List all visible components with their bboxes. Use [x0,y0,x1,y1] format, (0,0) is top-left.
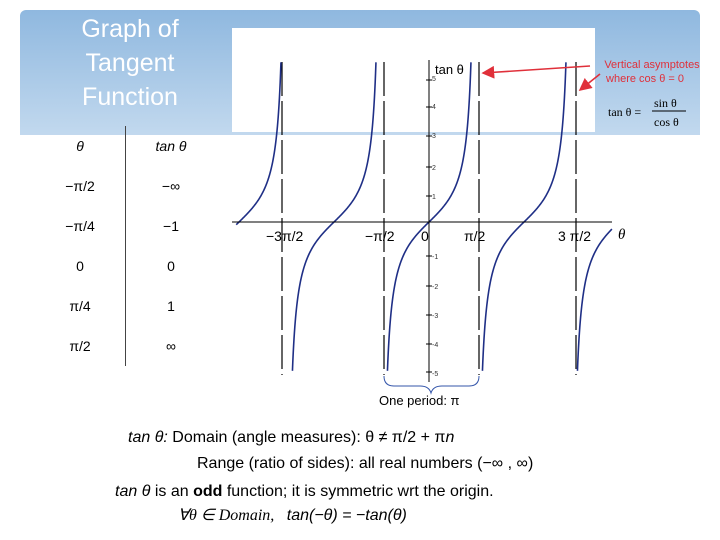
title-line-2: Tangent [85,49,175,77]
tan-theta-label-2: tan θ [115,483,151,500]
odd-bold: odd [193,483,223,500]
range-line: Range (ratio of sides): all real numbers (−∞ , ∞) [197,455,534,472]
table-cell: 0 [35,246,126,286]
y-tick-label: -4 [432,342,439,349]
tangent-identity [608,96,686,129]
y-tick-label: 3 [432,133,436,140]
y-tick-label: 1 [432,194,436,201]
table-cell: −π/2 [35,166,126,206]
period-label: One period: π [379,393,460,408]
odd-text-1: is an [150,483,194,500]
y-tick-label: 2 [432,165,436,172]
identity-numerator: sin θ [654,96,677,110]
tangent-branch [236,62,281,224]
table-cell: −π/4 [35,206,126,246]
period-brace [384,376,479,393]
odd-text-2: function; it is symmetric wrt the origin. [222,483,494,500]
identity-lhs: tan θ = [608,105,642,119]
y-tick-label: -5 [432,371,439,378]
identity-denominator: cos θ [654,115,679,129]
tan-theta-label: tan θ: [128,429,168,446]
y-axis-label: tan θ [435,62,464,77]
table-cell: 1 [167,298,175,314]
table-cell: −∞ [161,178,181,194]
title-line-3: Function [82,83,178,111]
x-tick-label: 3 π/2 [558,228,592,244]
asymptote-arrow [580,74,600,90]
tangent-branch [292,62,376,371]
odd-identity: tan(−θ) = −tan(θ) [286,507,407,524]
x-tick-label: 0 [421,228,429,244]
domain-n: n [445,429,455,446]
table-header-theta: θ [35,126,126,166]
y-tick-label: -2 [432,284,439,291]
asymptote-note [604,59,700,85]
domain-text: Domain (angle measures): θ ≠ π/2 + π [167,429,446,446]
y-tick-label: -3 [432,313,439,320]
tangent-curves [236,62,612,371]
asymptote-note-line-2: where cos θ = 0 [606,73,684,85]
domain-line [128,427,454,449]
x-tick-label: −π/2 [365,228,395,244]
table-cell: π/2 [35,326,126,366]
title-line-1: Graph of [81,15,179,43]
table-cell: ∞ [166,338,176,354]
y-tick-label: 5 [432,76,436,83]
asymptote-arrow [483,66,590,73]
y-tick-label: -1 [432,254,439,261]
odd-function-line [115,481,494,503]
tangent-branch [577,229,611,371]
tangent-branch [482,62,566,371]
x-tick-label: −3π/2 [266,228,304,244]
table-header-tan: tan θ [155,138,187,154]
y-tick-label: 4 [432,104,436,111]
x-tick-label: π/2 [464,228,486,244]
symmetry-line [178,505,407,527]
asymptote-note-line-1: Vertical asymptotes [604,59,700,71]
x-axis-label: θ [618,227,626,243]
forall-domain: ∀θ ∈ Domain, [178,507,275,524]
table-cell: 0 [167,258,175,274]
table-cell: −1 [163,218,179,234]
table-cell: π/4 [35,286,126,326]
